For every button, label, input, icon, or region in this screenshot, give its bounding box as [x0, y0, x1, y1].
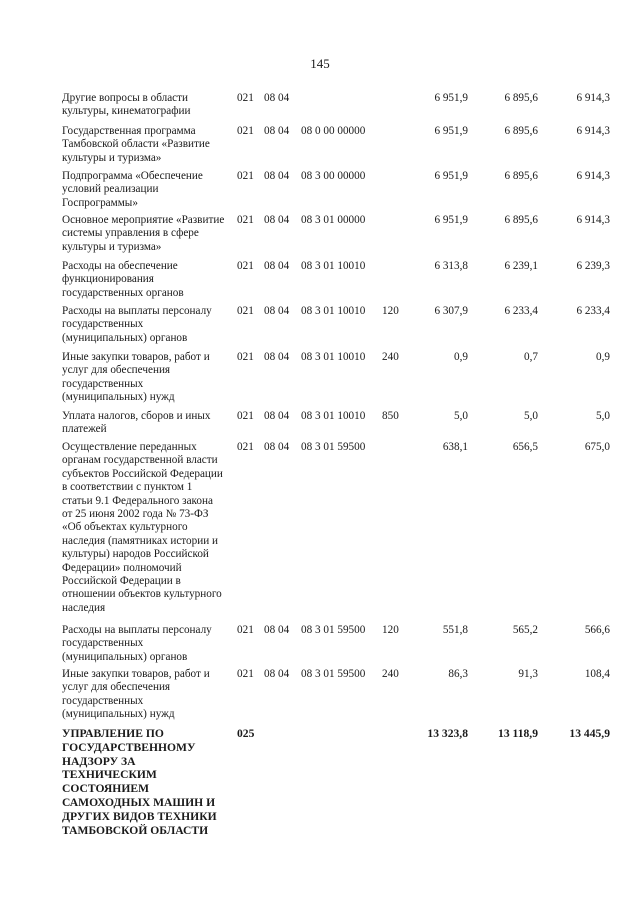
row-ved: 021	[237, 125, 254, 137]
row-value-2: 13 118,9	[498, 727, 538, 740]
row-value-2: 6 895,6	[504, 92, 538, 104]
row-ved: 025	[237, 727, 255, 740]
row-csr: 08 0 00 00000	[301, 125, 366, 137]
row-name: УПРАВЛЕНИЕ ПО ГОСУДАРСТВЕННОМУ НАДЗОРУ ЗА ТЕХНИЧЕСКИМ СОСТОЯНИЕМ САМОХОДНЫХ МАШИН И ДРУГИХ ВИДОВ ТЕХНИКИ ТАМБОВСКОЙ ОБЛАСТИ	[62, 727, 217, 837]
row-value-1: 6 313,8	[434, 260, 468, 272]
row-value-1: 5,0	[454, 410, 468, 422]
row-ved: 021	[237, 668, 254, 680]
row-value-3: 5,0	[596, 410, 610, 422]
row-ved: 021	[237, 351, 254, 363]
row-rz: 08 04	[264, 351, 290, 363]
row-name: Подпрограмма «Обеспечение условий реализации Госпрограммы»	[62, 170, 203, 209]
row-name: Основное мероприятие «Развитие системы управления в сфере культуры и туризма»	[62, 214, 225, 253]
row-vr: 240	[382, 668, 399, 680]
row-value-1: 6 951,9	[434, 170, 468, 182]
row-rz: 08 04	[264, 624, 290, 636]
row-csr: 08 3 01 59500	[301, 624, 366, 636]
row-value-1: 6 951,9	[434, 92, 468, 104]
row-rz: 08 04	[264, 305, 290, 317]
row-csr: 08 3 01 00000	[301, 214, 366, 226]
row-rz: 08 04	[264, 92, 290, 104]
row-name: Иные закупки товаров, работ и услуг для обеспечения государственных (муниципальных) нужд	[62, 668, 210, 721]
row-name: Расходы на обеспечение функционирования государственных органов	[62, 260, 184, 299]
row-ved: 021	[237, 305, 254, 317]
row-rz: 08 04	[264, 668, 290, 680]
row-vr: 850	[382, 410, 399, 422]
row-vr: 120	[382, 624, 399, 636]
row-name: Уплата налогов, сборов и иных платежей	[62, 410, 211, 436]
row-csr: 08 3 00 00000	[301, 170, 366, 182]
row-csr: 08 3 01 10010	[301, 305, 366, 317]
row-value-1: 86,3	[448, 668, 468, 680]
row-csr: 08 3 01 10010	[301, 351, 366, 363]
row-value-2: 6 233,4	[504, 305, 538, 317]
row-rz: 08 04	[264, 125, 290, 137]
row-value-3: 566,6	[584, 624, 610, 636]
row-ved: 021	[237, 214, 254, 226]
row-ved: 021	[237, 410, 254, 422]
row-value-2: 656,5	[512, 441, 538, 453]
row-vr: 120	[382, 305, 399, 317]
page-number: 145	[310, 56, 330, 71]
row-value-3: 108,4	[584, 668, 610, 680]
row-value-1: 638,1	[442, 441, 468, 453]
row-value-2: 5,0	[524, 410, 538, 422]
row-value-3: 6 239,3	[576, 260, 610, 272]
row-rz: 08 04	[264, 170, 290, 182]
row-value-1: 0,9	[454, 351, 468, 363]
row-ved: 021	[237, 92, 254, 104]
row-csr: 08 3 01 59500	[301, 668, 366, 680]
row-csr: 08 3 01 10010	[301, 260, 366, 272]
row-value-2: 565,2	[512, 624, 538, 636]
row-value-3: 675,0	[584, 441, 610, 453]
row-value-1: 13 323,8	[427, 727, 468, 740]
row-csr: 08 3 01 59500	[301, 441, 366, 453]
row-value-3: 0,9	[596, 351, 610, 363]
row-value-3: 13 445,9	[569, 727, 610, 740]
row-value-3: 6 233,4	[576, 305, 610, 317]
row-value-3: 6 914,3	[576, 92, 610, 104]
row-value-1: 551,8	[442, 624, 468, 636]
row-name: Осуществление переданных органам государственной власти субъектов Российской Федерации в соответствии с пунктом 1 статьи 9.1 Федерального закона от 25 июня 2002 года № 73-ФЗ «Об объектах культурного наследия (памятниках истории и культуры) народов Российской Федерации» полномочий Российской Федерации в отношении объектов культурного наследия	[62, 441, 223, 614]
row-rz: 08 04	[264, 260, 290, 272]
row-value-1: 6 951,9	[434, 125, 468, 137]
row-value-2: 91,3	[518, 668, 538, 680]
row-name: Иные закупки товаров, работ и услуг для обеспечения государственных (муниципальных) нужд	[62, 351, 210, 404]
row-value-3: 6 914,3	[576, 125, 610, 137]
row-rz: 08 04	[264, 214, 290, 226]
row-value-2: 6 895,6	[504, 214, 538, 226]
row-name: Государственная программа Тамбовской области «Развитие культуры и туризма»	[62, 125, 210, 164]
row-value-2: 6 895,6	[504, 170, 538, 182]
row-value-2: 6 895,6	[504, 125, 538, 137]
row-ved: 021	[237, 441, 254, 453]
row-name: Расходы на выплаты персоналу государственных (муниципальных) органов	[62, 305, 212, 344]
row-csr: 08 3 01 10010	[301, 410, 366, 422]
row-value-2: 6 239,1	[504, 260, 538, 272]
row-value-1: 6 951,9	[434, 214, 468, 226]
row-vr: 240	[382, 351, 399, 363]
row-rz: 08 04	[264, 441, 290, 453]
row-value-3: 6 914,3	[576, 214, 610, 226]
row-rz: 08 04	[264, 410, 290, 422]
row-name: Другие вопросы в области культуры, кинематографии	[62, 92, 191, 118]
row-name: Расходы на выплаты персоналу государственных (муниципальных) органов	[62, 624, 212, 663]
row-value-2: 0,7	[524, 351, 538, 363]
row-value-3: 6 914,3	[576, 170, 610, 182]
row-ved: 021	[237, 170, 254, 182]
row-ved: 021	[237, 260, 254, 272]
row-ved: 021	[237, 624, 254, 636]
row-value-1: 6 307,9	[434, 305, 468, 317]
